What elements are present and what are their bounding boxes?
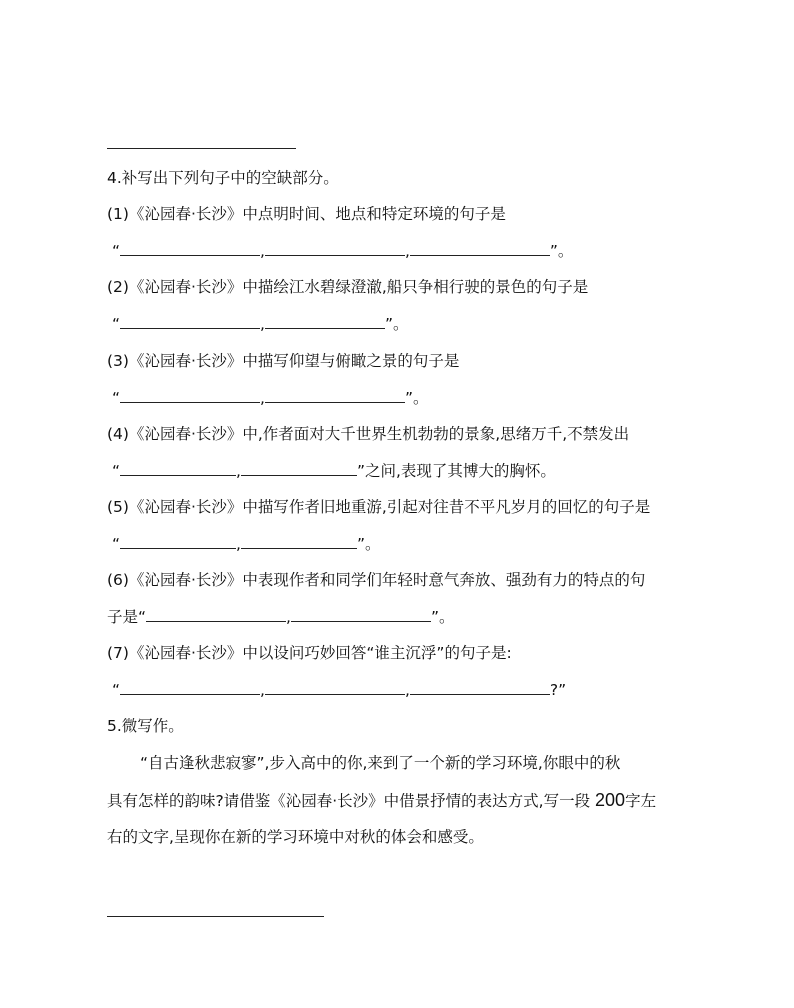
answer-blank[interactable]	[120, 534, 236, 549]
q4-item-1-answer: “ , , ”。	[112, 242, 574, 260]
answer-blank[interactable]	[265, 680, 405, 695]
q5-text-line-1: “自古逢秋悲寂寥”,步入高中的你,来到了一个新的学习环境,你眼中的秋	[140, 754, 621, 772]
q4-item-6-answer: 子是“ , ”。	[107, 608, 455, 626]
q4-item-5: (5)《沁园春·长沙》中描写作者旧地重游,引起对往昔不平凡岁月的回忆的句子是	[107, 498, 651, 516]
answer-blank[interactable]	[241, 534, 357, 549]
q4-heading: 4.补写出下列句子中的空缺部分。	[107, 169, 339, 187]
q4-item-4: (4)《沁园春·长沙》中,作者面对大千世界生机勃勃的景象,思绪万千,不禁发出	[107, 425, 630, 443]
q4-item-7: (7)《沁园春·长沙》中以设问巧妙回答“谁主沉浮”的句子是:	[107, 644, 512, 662]
answer-blank[interactable]	[120, 680, 260, 695]
answer-blank[interactable]	[410, 680, 550, 695]
answer-blank[interactable]	[265, 314, 385, 329]
q4-item-3-answer: “ , ”。	[112, 389, 429, 407]
q4-item-6: (6)《沁园春·长沙》中表现作者和同学们年轻时意气奔放、强劲有力的特点的句	[107, 571, 646, 589]
q4-item-5-answer: “ , ”。	[112, 535, 381, 553]
q5-text-line-3: 右的文字,呈现你在新的学习环境中对秋的体会和感受。	[107, 828, 484, 846]
answer-blank[interactable]	[410, 241, 550, 256]
q4-item-4-answer: “ , ”之问,表现了其博大的胸怀。	[112, 462, 556, 480]
answer-blank[interactable]	[120, 388, 260, 403]
q4-item-7-answer: “ , , ?”	[112, 681, 567, 699]
answer-blank[interactable]	[120, 461, 236, 476]
answer-blank[interactable]	[120, 241, 260, 256]
answer-blank[interactable]	[265, 241, 405, 256]
q4-item-1: (1)《沁园春·长沙》中点明时间、地点和特定环境的句子是	[107, 205, 506, 223]
answer-blank[interactable]	[120, 314, 260, 329]
answer-blank[interactable]	[241, 461, 357, 476]
q4-item-2-answer: “ , ”。	[112, 315, 409, 333]
q4-item-2: (2)《沁园春·长沙》中描绘江水碧绿澄澈,船只争相行驶的景色的句子是	[107, 278, 589, 296]
bottom-answer-rule[interactable]	[107, 916, 324, 917]
word-count: 200	[595, 790, 626, 810]
answer-blank[interactable]	[265, 388, 405, 403]
answer-blank[interactable]	[146, 607, 286, 622]
q4-item-3: (3)《沁园春·长沙》中描写仰望与俯瞰之景的句子是	[107, 352, 460, 370]
top-answer-rule	[107, 148, 296, 149]
q5-heading: 5.微写作。	[107, 717, 184, 735]
q5-text-line-2: 具有怎样的韵味?请借鉴《沁园春·长沙》中借景抒情的表达方式,写一段 200字左	[107, 790, 657, 810]
answer-blank[interactable]	[291, 607, 431, 622]
